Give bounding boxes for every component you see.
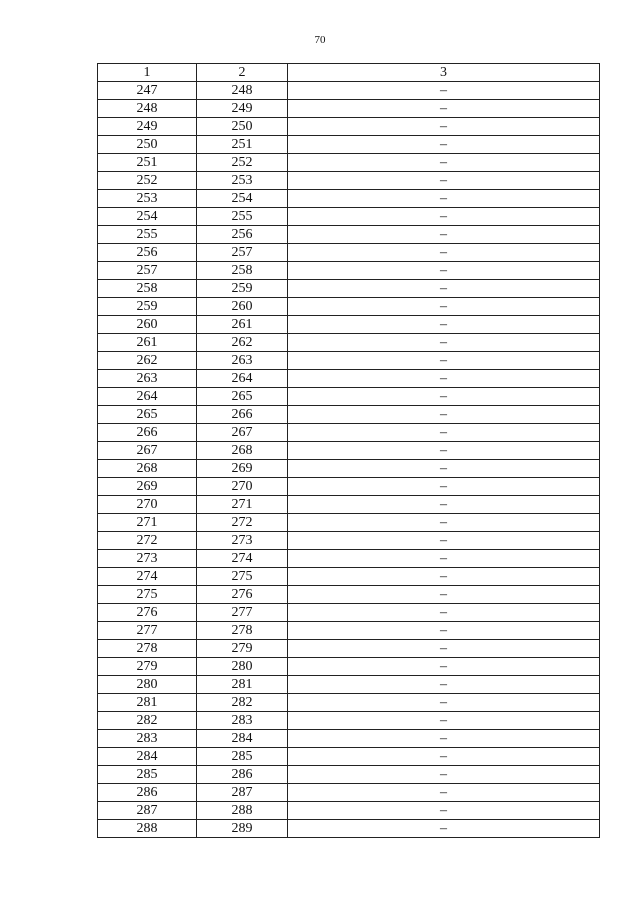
table-cell-col-2: 271 xyxy=(197,496,288,514)
data-table xyxy=(97,63,600,838)
column-header-1: 1 xyxy=(98,64,197,82)
table-cell-col-1: 284 xyxy=(98,748,197,766)
table-cell-col-2: 250 xyxy=(197,118,288,136)
table-row xyxy=(98,820,600,838)
table-row xyxy=(98,586,600,604)
table-cell-col-2: 285 xyxy=(197,748,288,766)
table-row xyxy=(98,442,600,460)
table-cell-col-2: 289 xyxy=(197,820,288,838)
table-cell-col-1: 256 xyxy=(98,244,197,262)
table-cell-col-2: 268 xyxy=(197,442,288,460)
table-cell-col-1: 281 xyxy=(98,694,197,712)
table-cell-col-2: 281 xyxy=(197,676,288,694)
table-row xyxy=(98,406,600,424)
table-cell-col-3: – xyxy=(288,820,600,838)
table-cell-col-1: 283 xyxy=(98,730,197,748)
table-cell-col-2: 273 xyxy=(197,532,288,550)
table-cell-col-2: 252 xyxy=(197,154,288,172)
table-row xyxy=(98,460,600,478)
table-cell-col-2: 275 xyxy=(197,568,288,586)
table-cell-col-1: 263 xyxy=(98,370,197,388)
table-cell-col-3: – xyxy=(288,388,600,406)
table-cell-col-3: – xyxy=(288,316,600,334)
table-cell-col-1: 279 xyxy=(98,658,197,676)
table-cell-col-3: – xyxy=(288,712,600,730)
table-cell-col-3: – xyxy=(288,190,600,208)
table-row xyxy=(98,676,600,694)
table-cell-col-3: – xyxy=(288,658,600,676)
table-cell-col-1: 252 xyxy=(98,172,197,190)
table-row xyxy=(98,316,600,334)
table-cell-col-1: 270 xyxy=(98,496,197,514)
table-row xyxy=(98,226,600,244)
table-cell-col-2: 278 xyxy=(197,622,288,640)
table-cell-col-2: 284 xyxy=(197,730,288,748)
table-row xyxy=(98,694,600,712)
table-cell-col-2: 280 xyxy=(197,658,288,676)
table-cell-col-3: – xyxy=(288,370,600,388)
table-cell-col-3: – xyxy=(288,694,600,712)
table-cell-col-3: – xyxy=(288,118,600,136)
table-row xyxy=(98,604,600,622)
table-cell-col-3: – xyxy=(288,748,600,766)
table-cell-col-3: – xyxy=(288,496,600,514)
table-row xyxy=(98,532,600,550)
table-cell-col-3: – xyxy=(288,514,600,532)
table-cell-col-3: – xyxy=(288,622,600,640)
table-cell-col-1: 267 xyxy=(98,442,197,460)
table-cell-col-3: – xyxy=(288,298,600,316)
table-row xyxy=(98,748,600,766)
table-row xyxy=(98,262,600,280)
table-cell-col-2: 248 xyxy=(197,82,288,100)
table-cell-col-2: 274 xyxy=(197,550,288,568)
table-cell-col-3: – xyxy=(288,352,600,370)
table-row xyxy=(98,424,600,442)
table-cell-col-3: – xyxy=(288,172,600,190)
table-cell-col-3: – xyxy=(288,100,600,118)
table-row xyxy=(98,136,600,154)
table-cell-col-1: 276 xyxy=(98,604,197,622)
table-cell-col-3: – xyxy=(288,334,600,352)
table-cell-col-3: – xyxy=(288,226,600,244)
table-cell-col-2: 283 xyxy=(197,712,288,730)
table-cell-col-1: 259 xyxy=(98,298,197,316)
table-row xyxy=(98,370,600,388)
table-cell-col-2: 267 xyxy=(197,424,288,442)
table-cell-col-3: – xyxy=(288,82,600,100)
table-row xyxy=(98,82,600,100)
table-cell-col-2: 279 xyxy=(197,640,288,658)
table-cell-col-1: 274 xyxy=(98,568,197,586)
table-cell-col-3: – xyxy=(288,424,600,442)
table-cell-col-3: – xyxy=(288,154,600,172)
table-cell-col-3: – xyxy=(288,460,600,478)
table-row xyxy=(98,280,600,298)
table-row xyxy=(98,622,600,640)
table-cell-col-2: 257 xyxy=(197,244,288,262)
table-cell-col-1: 265 xyxy=(98,406,197,424)
table-row xyxy=(98,100,600,118)
table-cell-col-2: 286 xyxy=(197,766,288,784)
table-cell-col-1: 287 xyxy=(98,802,197,820)
table-cell-col-1: 261 xyxy=(98,334,197,352)
table-cell-col-2: 255 xyxy=(197,208,288,226)
table-cell-col-3: – xyxy=(288,244,600,262)
table-cell-col-1: 257 xyxy=(98,262,197,280)
table-cell-col-2: 258 xyxy=(197,262,288,280)
table-cell-col-1: 260 xyxy=(98,316,197,334)
table-cell-col-2: 272 xyxy=(197,514,288,532)
table-cell-col-1: 251 xyxy=(98,154,197,172)
table-row xyxy=(98,568,600,586)
page-number: 70 xyxy=(314,34,326,46)
table-cell-col-1: 254 xyxy=(98,208,197,226)
table-cell-col-2: 254 xyxy=(197,190,288,208)
table-header xyxy=(98,64,600,82)
table-cell-col-1: 266 xyxy=(98,424,197,442)
table-cell-col-3: – xyxy=(288,136,600,154)
table-cell-col-1: 253 xyxy=(98,190,197,208)
table-cell-col-1: 275 xyxy=(98,586,197,604)
column-header-3: 3 xyxy=(288,64,600,82)
table-cell-col-1: 262 xyxy=(98,352,197,370)
table-cell-col-3: – xyxy=(288,406,600,424)
table-cell-col-2: 266 xyxy=(197,406,288,424)
table-row xyxy=(98,334,600,352)
table-cell-col-2: 260 xyxy=(197,298,288,316)
table-cell-col-2: 263 xyxy=(197,352,288,370)
table-body xyxy=(98,82,600,838)
table-cell-col-2: 256 xyxy=(197,226,288,244)
table-row xyxy=(98,514,600,532)
table-cell-col-3: – xyxy=(288,784,600,802)
table-row xyxy=(98,730,600,748)
table-row xyxy=(98,298,600,316)
table-cell-col-2: 253 xyxy=(197,172,288,190)
table-row xyxy=(98,712,600,730)
table-cell-col-1: 264 xyxy=(98,388,197,406)
table-row xyxy=(98,550,600,568)
table-cell-col-1: 277 xyxy=(98,622,197,640)
column-header-2: 2 xyxy=(197,64,288,82)
table-cell-col-1: 280 xyxy=(98,676,197,694)
table-cell-col-2: 282 xyxy=(197,694,288,712)
table-cell-col-3: – xyxy=(288,568,600,586)
table-cell-col-3: – xyxy=(288,676,600,694)
table-cell-col-2: 270 xyxy=(197,478,288,496)
table-cell-col-1: 255 xyxy=(98,226,197,244)
table-cell-col-1: 286 xyxy=(98,784,197,802)
table-cell-col-3: – xyxy=(288,262,600,280)
table-cell-col-1: 258 xyxy=(98,280,197,298)
table-row xyxy=(98,118,600,136)
table-cell-col-3: – xyxy=(288,478,600,496)
table-row xyxy=(98,766,600,784)
table-cell-col-1: 247 xyxy=(98,82,197,100)
table-cell-col-1: 249 xyxy=(98,118,197,136)
table-row xyxy=(98,640,600,658)
table-cell-col-1: 278 xyxy=(98,640,197,658)
table-cell-col-1: 273 xyxy=(98,550,197,568)
table-cell-col-1: 288 xyxy=(98,820,197,838)
table-row xyxy=(98,658,600,676)
table-cell-col-1: 285 xyxy=(98,766,197,784)
table-cell-col-3: – xyxy=(288,586,600,604)
table-cell-col-3: – xyxy=(288,802,600,820)
table-cell-col-2: 262 xyxy=(197,334,288,352)
table-cell-col-1: 268 xyxy=(98,460,197,478)
table-cell-col-1: 271 xyxy=(98,514,197,532)
table-cell-col-2: 287 xyxy=(197,784,288,802)
header-row xyxy=(98,64,600,82)
table-cell-col-3: – xyxy=(288,442,600,460)
table-row xyxy=(98,802,600,820)
table-row xyxy=(98,244,600,262)
table-row xyxy=(98,154,600,172)
table-cell-col-3: – xyxy=(288,532,600,550)
table-row xyxy=(98,352,600,370)
table-row xyxy=(98,496,600,514)
table-cell-col-2: 261 xyxy=(197,316,288,334)
table-row xyxy=(98,208,600,226)
table-row xyxy=(98,388,600,406)
table-cell-col-2: 259 xyxy=(197,280,288,298)
table-cell-col-2: 277 xyxy=(197,604,288,622)
table-cell-col-3: – xyxy=(288,550,600,568)
table-cell-col-1: 248 xyxy=(98,100,197,118)
table-cell-col-1: 272 xyxy=(98,532,197,550)
table-cell-col-3: – xyxy=(288,730,600,748)
table-row xyxy=(98,172,600,190)
table-cell-col-2: 264 xyxy=(197,370,288,388)
table-cell-col-3: – xyxy=(288,640,600,658)
table-cell-col-3: – xyxy=(288,604,600,622)
table-cell-col-3: – xyxy=(288,280,600,298)
table-cell-col-3: – xyxy=(288,208,600,226)
table-cell-col-1: 269 xyxy=(98,478,197,496)
table-row xyxy=(98,190,600,208)
table-row xyxy=(98,784,600,802)
table-cell-col-2: 288 xyxy=(197,802,288,820)
table-cell-col-2: 251 xyxy=(197,136,288,154)
table-cell-col-2: 249 xyxy=(197,100,288,118)
table-cell-col-1: 250 xyxy=(98,136,197,154)
table-cell-col-1: 282 xyxy=(98,712,197,730)
table-cell-col-2: 269 xyxy=(197,460,288,478)
table-cell-col-3: – xyxy=(288,766,600,784)
table-cell-col-2: 265 xyxy=(197,388,288,406)
table-cell-col-2: 276 xyxy=(197,586,288,604)
table-row xyxy=(98,478,600,496)
